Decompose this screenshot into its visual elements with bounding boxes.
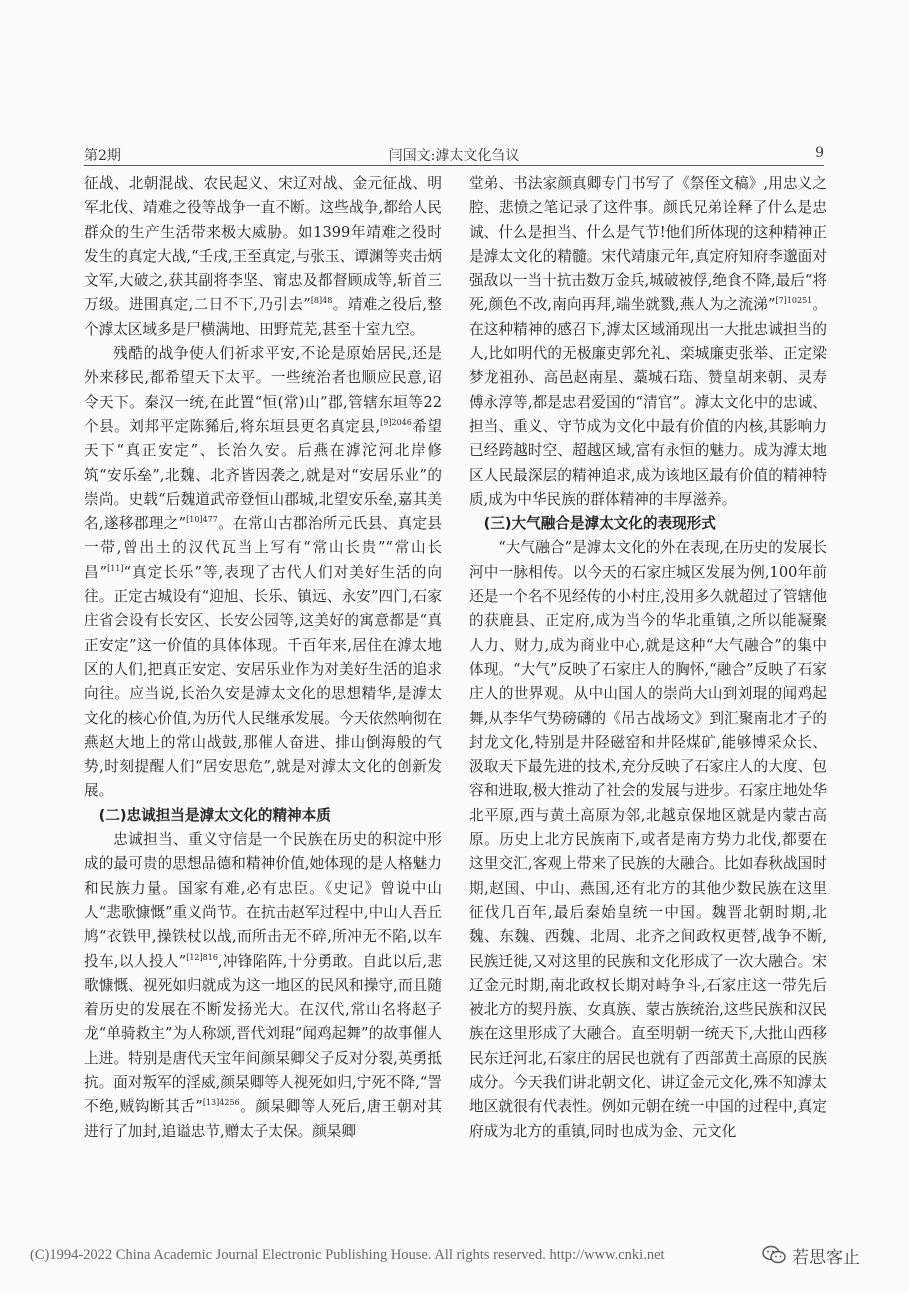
issue-number: 第2期 (84, 148, 121, 164)
paragraph-text: 残酷的战争使人们祈求平安,不论是原始居民,还是外来移民,都希望天下太平。一些统治者也顺应民意,诏令天下。秦汉一统,在此置“恒(常)山”郡,管辖东垣等22个县。刘邦平定陈豨后,将东垣县更名真定县, (84, 345, 442, 435)
right-column (469, 172, 827, 1232)
running-header (84, 143, 824, 166)
paragraph-text: “大气融合”是滹太文化的外在表现,在历史的发展长河中一脉相传。以今天的石家庄城区发展为例,100年前还是一个名不见经传的小村庄,没用多久就超过了管辖他的获鹿县、正定府,成为当今的华北重镇,之所以能凝聚人力、财力,成为商业中心,就是这种“大气融合”的集中体现。“大气”反映了石家庄人的胸怀,“融合”反映了石家庄人的世界观。从中山国人的崇尚大山到刘琨的闻鸡起舞,从李华气势磅礴的《吊古战场文》到汇聚南北才子的封龙文化,特别是井陉磁窑和井陉煤矿,能够博采众长、汲取天下最先进的技术,充分反映了石家庄人的大度、包容和进取,极大推动了社会的发展与进步。石家庄地处华北平原,西与黄土高原为邻,北越京保地区就是内蒙古高原。历史上北方民族南下,或者是南方势力北伐,都要在这里交汇,客观上带来了民族的大融合。比如春秋战国时期,赵国、中山、燕国,还有北方的其他少数民族在这里征伐几百年,最后秦始皇统一中国。魏晋北朝时期,北魏、东魏、西魏、北周、北齐之间政权更替,战争不断,民族迁徙,又对这里的民族和文化形成了一次大融合。宋辽金元时期,南北政权长期对峙争斗,石家庄这一带先后被北方的契丹族、女真族、蒙古族统治,这些民族和汉民族在这里形成了大融合。直至明朝一统天下,大批山西移民东迁河北,石家庄的居民也就有了西部黄土高原的民族成分。今天我们讲北朝文化、讲辽金元文化,殊不知滹太地区就很有代表性。例如元朝在统一中国的过程中,真定府成为北方的重镇,同时也成为金、元文化 (469, 539, 827, 1140)
watermark-label: 若思客止 (792, 1247, 860, 1268)
section-heading-loyalty: (二)忠诚担当是滹太文化的精神本质 (98, 806, 331, 824)
paragraph-text: 。颜杲卿等人死后,唐王朝对其进行了加封,追谥忠节,赠太子太保。颜杲卿 (84, 1098, 442, 1140)
paragraph-peace (84, 342, 442, 804)
paragraph-text: 。在常山古郡治所元氏县、真定县一带,曾出土的汉代瓦当上写有“常山长贵”“常山长昌” (84, 515, 442, 581)
copyright-footer: (C)1994-2022 China Academic Journal Electronic Publishing House. All rights reserved. http://www.cnki.net (30, 1247, 665, 1263)
left-column (84, 172, 442, 1232)
citation: [12]816 (186, 952, 218, 962)
citation: [9]2046 (380, 418, 412, 428)
citation: [8]48 (310, 296, 333, 306)
paragraph-loyalty (84, 828, 442, 1144)
wechat-icon (762, 1245, 786, 1265)
paragraph-text: 。靖难之役后,整个滹太区域多是尸横满地、田野荒芜,甚至十室九空。 (84, 296, 442, 338)
page-number: 9 (815, 145, 824, 161)
citation: [7]10251 (775, 296, 813, 306)
paragraph-text: 征战、北朝混战、农民起义、宋辽对战、金元征战、明军北伐、靖难之役等战争一直不断。这些战争,都给人民群众的生产生活带来极大威胁。如1399年靖难之役时发生的真定大战,“壬戌,王至真定,与张玉、谭渊等夹击炳文军,大破之,获其副将李坚、甯忠及都督顾成等,斩首三万级。进围真定,二日不下,乃引去” (84, 175, 442, 314)
section-heading-fusion: (三)大气融合是滹太文化的表现形式 (483, 515, 716, 533)
paragraph-fusion (469, 536, 827, 1143)
paragraph-text: 。在这种精神的感召下,滹太区域涌现出一大批忠诚担当的人,比如明代的无极廉吏郭允礼、栾城廉吏张举、正定梁梦龙祖孙、高邑赵南星、藁城石珤、赞皇胡来朝、灵寿傅永淳等,都是忠君爱国的“清官”。滹太文化中的忠诚、担当、重义、守节成为文化中最有价值的内核,其影响力已经跨越时空、超越区域,富有永恒的魅力。成为滹太地区人民最深层的精神追求,成为该地区最有价值的精神特质,成为中华民族的群体精神的丰厚滋养。 (469, 296, 827, 508)
paragraph-text: 堂弟、书法家颜真卿专门书写了《祭侄文稿》,用忠义之腔、悲愤之笔记录了这件事。颜氏兄弟诠释了什么是忠诚、什么是担当、什么是气节!他们所体现的这种精神正是滹太文化的精髓。宋代靖康元年,真定府知府李邈面对强敌以一当十抗击数万金兵,城破被俘,绝食不降,最后“将死,颜色不改,南向再拜,端坐就戮,燕人为之流涕” (469, 175, 827, 314)
citation: [10]477 (186, 515, 218, 525)
citation: [11] (107, 563, 124, 573)
paragraph-war-continuation (84, 172, 442, 342)
paragraph-text: ,冲锋陷阵,十分勇敢。自此以后,悲歌慷慨、视死如归就成为这一地区的民风和操守,而且随着历史的发展在不断发扬光大。在汉代,常山名将赵子龙“单骑救主”为人称颂,晋代刘琨“闻鸡起舞”的故事催人上进。特别是唐代天宝年间颜杲卿父子反对分裂,英勇抵抗。面对叛军的淫威,颜杲卿等人视死如归,宁死不降,“詈不绝,贼钩断其舌” (84, 952, 442, 1116)
citation: [13]4256 (202, 1098, 240, 1108)
running-title: 闫国文:滹太文化刍议 (388, 148, 520, 164)
paragraph-text: “真定长乐”等,表现了古代人们对美好生活的向往。正定古城设有“迎旭、长乐、镇远、永安”四门,石家庄省会设有长安区、长安公园等,这美好的寓意都是“真正安定”这一价值的具体体现。千百年来,居住在滹太地区的人们,把真正安定、安居乐业作为对美好生活的追求向往。应当说,长治久安是滹太文化的思想精华,是滹太文化的核心价值,为历代人民继承发展。今天依然响彻在燕赵大地上的常山战鼓,那催人奋进、排山倒海般的气势,时刻提醒人们“居安思危”,就是对滹太文化的创新发展。 (84, 563, 442, 800)
paragraph-loyalty-continuation (469, 172, 827, 512)
paragraph-text: 希望天下“真正安定”、长治久安。后燕在滹沱河北岸修筑“安乐垒”,北魏、北齐皆因袭之,就是对“安居乐业”的崇尚。史载“后魏道武帝登恒山郡城,北望安乐垒,嘉其美名,遂移郡理之” (84, 417, 442, 533)
watermark (762, 1240, 860, 1270)
paragraph-text: 忠诚担当、重义守信是一个民族在历史的积淀中形成的最可贵的思想品德和精神价值,她体现的是人格魅力和民族力量。国家有难,必有忠臣。《史记》曾说中山人“悲歌慷慨”重义尚节。在抗击赵军过程中,中山人吾丘鸠“衣铁甲,操铁杖以战,而所击无不碎,所冲无不陷,以车投车,以人投人” (84, 831, 442, 970)
